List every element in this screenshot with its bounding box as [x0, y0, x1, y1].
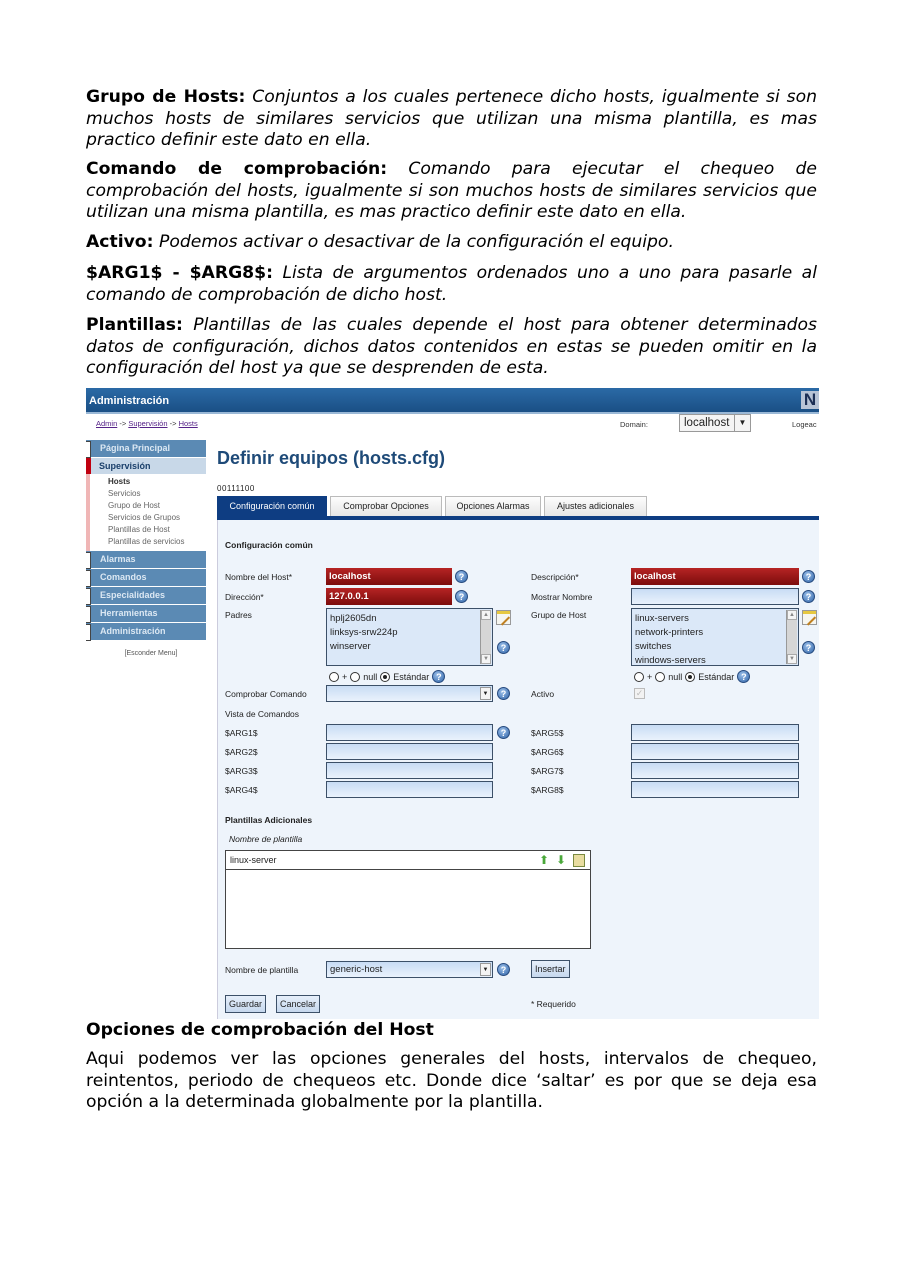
- arg4-field[interactable]: [326, 781, 493, 798]
- domain-select[interactable]: [679, 414, 751, 432]
- arg5-label: $ARG5$: [531, 728, 564, 738]
- edit-icon[interactable]: [802, 610, 817, 625]
- host-name-label: Nombre del Host*: [225, 572, 293, 582]
- description-label: Descripción*: [531, 572, 579, 582]
- breadcrumb-hosts[interactable]: Hosts: [178, 419, 198, 428]
- sidebar-submenu: [86, 474, 206, 551]
- template-name: linux-server: [230, 855, 277, 865]
- paragraph-args: [86, 263, 817, 306]
- radio-label: Estándar: [698, 671, 735, 682]
- tab-ajustes-adicionales[interactable]: Ajustes adicionales: [544, 496, 647, 516]
- sidebar-item-label: Especialidades: [100, 590, 166, 600]
- arg1-field[interactable]: [326, 724, 493, 741]
- insert-button[interactable]: Insertar: [531, 960, 570, 978]
- radio-null[interactable]: [655, 672, 665, 682]
- definition: Plantillas de las cuales depende el host para obtener determinados datos de configuración, dichos datos contenidos en estas se pueden omitir en la configuración del host ya que se desprenden de esta.: [86, 315, 818, 378]
- save-button[interactable]: Guardar: [225, 995, 266, 1013]
- sidebar-subitem-plantillas-de-servicios[interactable]: Plantillas de servicios: [108, 537, 185, 546]
- list-option[interactable]: switches: [635, 641, 672, 652]
- description-field[interactable]: localhost: [631, 568, 799, 585]
- parents-label: Padres: [225, 610, 252, 620]
- templates-list: [225, 850, 591, 949]
- sidebar-item-label: Administración: [100, 626, 166, 636]
- sidebar-item-administracion[interactable]: [86, 623, 206, 640]
- sidebar-item-alarmas[interactable]: [86, 551, 206, 568]
- active-checkbox[interactable]: ✓: [635, 688, 644, 698]
- cancel-button[interactable]: Cancelar: [276, 995, 320, 1013]
- arg8-label: $ARG8$: [531, 785, 564, 795]
- arg6-field[interactable]: [631, 743, 799, 760]
- breadcrumb-sep: ->: [117, 419, 129, 428]
- help-icon[interactable]: ?: [432, 670, 445, 683]
- parents-radio-group: [329, 670, 445, 683]
- template-row[interactable]: [226, 851, 590, 870]
- tab-configuracion-comun[interactable]: Configuración común: [217, 496, 327, 516]
- scroll-up-icon[interactable]: ▲: [787, 610, 797, 620]
- top-bar: [86, 388, 819, 414]
- sidebar-item-label: Alarmas: [100, 554, 136, 564]
- arg7-label: $ARG7$: [531, 766, 564, 776]
- display-name-field[interactable]: [631, 588, 799, 605]
- sidebar: [86, 440, 206, 657]
- paragraph-activo: [86, 232, 817, 254]
- scrollbar[interactable]: [480, 610, 491, 664]
- help-icon[interactable]: ?: [802, 641, 815, 654]
- term: Activo:: [86, 232, 154, 252]
- list-option[interactable]: hplj2605dn: [330, 613, 377, 624]
- move-down-icon[interactable]: ⬇: [555, 853, 567, 867]
- radio-label: +: [647, 671, 653, 682]
- templates-title: Plantillas Adicionales: [225, 815, 313, 825]
- radio-label: null: [668, 671, 683, 682]
- hide-menu-link[interactable]: [Esconder Menu]: [124, 650, 178, 657]
- radio-label: +: [342, 671, 348, 682]
- arg5-field[interactable]: [631, 724, 799, 741]
- section-heading: Opciones de comprobación del Host: [86, 1020, 434, 1040]
- term: Grupo de Hosts:: [86, 87, 246, 107]
- page-title: Definir equipos (hosts.cfg): [217, 448, 446, 468]
- definition: Comando para ejecutar el chequeo de comprobación del hosts, igualmente si son muchos hosts de similares servicios que utilizan una misma plantilla, es mas practico definir este dato en ella.: [86, 159, 818, 222]
- sidebar-item-label: Herramientas: [100, 608, 158, 618]
- help-icon[interactable]: ?: [455, 590, 468, 603]
- help-icon[interactable]: ?: [802, 590, 815, 603]
- sidebar-item-especialidades[interactable]: [86, 587, 206, 604]
- term: Plantillas:: [86, 315, 183, 335]
- sidebar-subitem-servicios-de-grupos[interactable]: Servicios de Grupos: [108, 513, 181, 522]
- command-view-label: Vista de Comandos: [225, 709, 300, 719]
- active-label: Activo: [531, 689, 555, 699]
- move-up-icon[interactable]: ⬆: [538, 853, 550, 867]
- arg2-label: $ARG2$: [225, 747, 258, 757]
- sidebar-item-comandos[interactable]: [86, 569, 206, 586]
- edit-icon[interactable]: [496, 610, 511, 625]
- chevron-down-icon: ▼: [480, 963, 491, 976]
- section-title: Configuración común: [225, 540, 313, 550]
- paragraph-plantillas: [86, 315, 817, 380]
- paragraph-comando-de-comprobacion: [86, 159, 817, 224]
- template-name-label: Nombre de plantilla: [225, 965, 299, 975]
- scroll-down-icon[interactable]: ▼: [787, 654, 797, 664]
- radio-standard[interactable]: [380, 672, 390, 682]
- domain-label: Domain:: [620, 420, 648, 429]
- help-icon[interactable]: ?: [497, 641, 510, 654]
- config-code: 00111100: [217, 484, 255, 493]
- required-note: * Requerido: [531, 999, 576, 1009]
- select-value: generic-host: [330, 964, 383, 975]
- arg4-label: $ARG4$: [225, 785, 258, 795]
- help-icon[interactable]: ?: [737, 670, 750, 683]
- delete-icon[interactable]: [573, 854, 585, 867]
- breadcrumb: [96, 419, 198, 428]
- paragraph-grupo-de-hosts: [86, 87, 817, 152]
- sidebar-item-pagina-principal[interactable]: [86, 440, 206, 457]
- list-option[interactable]: windows-servers: [635, 655, 706, 666]
- sidebar-item-label: Página Principal: [100, 443, 171, 453]
- hostgroup-listbox[interactable]: [631, 608, 799, 666]
- logo-icon: N: [801, 391, 819, 409]
- radio-plus[interactable]: [329, 672, 339, 682]
- sidebar-subitem-hosts[interactable]: Hosts: [108, 477, 131, 486]
- radio-plus[interactable]: [634, 672, 644, 682]
- hostgroup-label: Grupo de Host: [531, 610, 587, 620]
- form-panel: [217, 520, 819, 1019]
- arg8-field[interactable]: [631, 781, 799, 798]
- term: $ARG1$ - $ARG8$:: [86, 263, 273, 283]
- breadcrumb-supervision[interactable]: Supervisión: [128, 419, 168, 428]
- host-name-field[interactable]: localhost: [326, 568, 452, 585]
- sidebar-item-herramientas[interactable]: [86, 605, 206, 622]
- definition: Podemos activar o desactivar de la configuración el equipo.: [158, 232, 674, 252]
- help-icon[interactable]: ?: [455, 570, 468, 583]
- tab-comprobar-opciones[interactable]: Comprobar Opciones: [330, 496, 442, 516]
- help-icon[interactable]: ?: [497, 687, 510, 700]
- definition: Conjuntos a los cuales pertenece dicho hosts, igualmente si son muchos hosts de similares servicios que utilizan una misma plantilla, es mas practico definir este dato en ella.: [86, 87, 817, 150]
- section-paragraph: Aqui podemos ver las opciones generales del hosts, intervalos de chequeo, reintentos, periodo de chequeos etc. Donde dice ‘saltar’ es por que se deja esa opción a la determinada globalmente por la plantilla.: [86, 1049, 817, 1112]
- parents-listbox[interactable]: [326, 608, 493, 666]
- arg3-field[interactable]: [326, 762, 493, 779]
- templates-column-header: Nombre de plantilla: [229, 834, 303, 844]
- definition: Lista de argumentos ordenados uno a uno para pasarle al comando de comprobación de dicho host.: [86, 263, 817, 305]
- term: Comando de comprobación:: [86, 159, 388, 179]
- scrollbar[interactable]: [786, 610, 797, 664]
- chevron-down-icon: ▼: [480, 687, 491, 700]
- list-option[interactable]: winserver: [330, 641, 371, 652]
- radio-label: Estándar: [393, 671, 430, 682]
- help-icon[interactable]: ?: [497, 963, 510, 976]
- check-command-select[interactable]: [326, 685, 493, 702]
- scroll-up-icon[interactable]: ▲: [481, 610, 491, 620]
- sidebar-subitem-servicios[interactable]: Servicios: [108, 489, 141, 498]
- sidebar-subitem-plantillas-de-host[interactable]: Plantillas de Host: [108, 525, 170, 534]
- radio-null[interactable]: [350, 672, 360, 682]
- topbar-title: Administración: [89, 395, 170, 407]
- template-select[interactable]: [326, 961, 493, 978]
- radio-standard[interactable]: [685, 672, 695, 682]
- help-icon[interactable]: ?: [802, 570, 815, 583]
- chevron-down-icon: ▼: [734, 415, 750, 431]
- sidebar-item-supervision[interactable]: [86, 458, 206, 474]
- arg1-label: $ARG1$: [225, 728, 258, 738]
- check-command-label: Comprobar Comando: [225, 689, 307, 699]
- display-name-label: Mostrar Nombre: [531, 592, 593, 602]
- breadcrumb-admin[interactable]: Admin: [96, 419, 118, 428]
- address-label: Dirección*: [225, 592, 264, 602]
- help-icon[interactable]: ?: [497, 726, 510, 739]
- arg2-field[interactable]: [326, 743, 493, 760]
- list-option[interactable]: network-printers: [635, 627, 704, 638]
- arg3-label: $ARG3$: [225, 766, 258, 776]
- address-field[interactable]: 127.0.0.1: [326, 588, 452, 605]
- breadcrumb-sep: ->: [167, 419, 179, 428]
- sidebar-item-label: Supervisión: [99, 461, 151, 471]
- scroll-down-icon[interactable]: ▼: [481, 654, 491, 664]
- nagios-admin-screenshot: [86, 388, 819, 1019]
- radio-label: null: [363, 671, 378, 682]
- sidebar-item-label: Comandos: [100, 572, 147, 582]
- list-option[interactable]: linksys-srw224p: [330, 627, 398, 638]
- domain-value: localhost: [684, 417, 730, 429]
- sidebar-subitem-grupo-de-host[interactable]: Grupo de Host: [108, 501, 161, 510]
- list-option[interactable]: linux-servers: [635, 613, 689, 624]
- arg7-field[interactable]: [631, 762, 799, 779]
- logged-label: Logeac: [792, 420, 817, 429]
- hostgroup-radio-group: [634, 670, 750, 683]
- arg6-label: $ARG6$: [531, 747, 564, 757]
- tab-opciones-alarmas[interactable]: Opciones Alarmas: [445, 496, 541, 516]
